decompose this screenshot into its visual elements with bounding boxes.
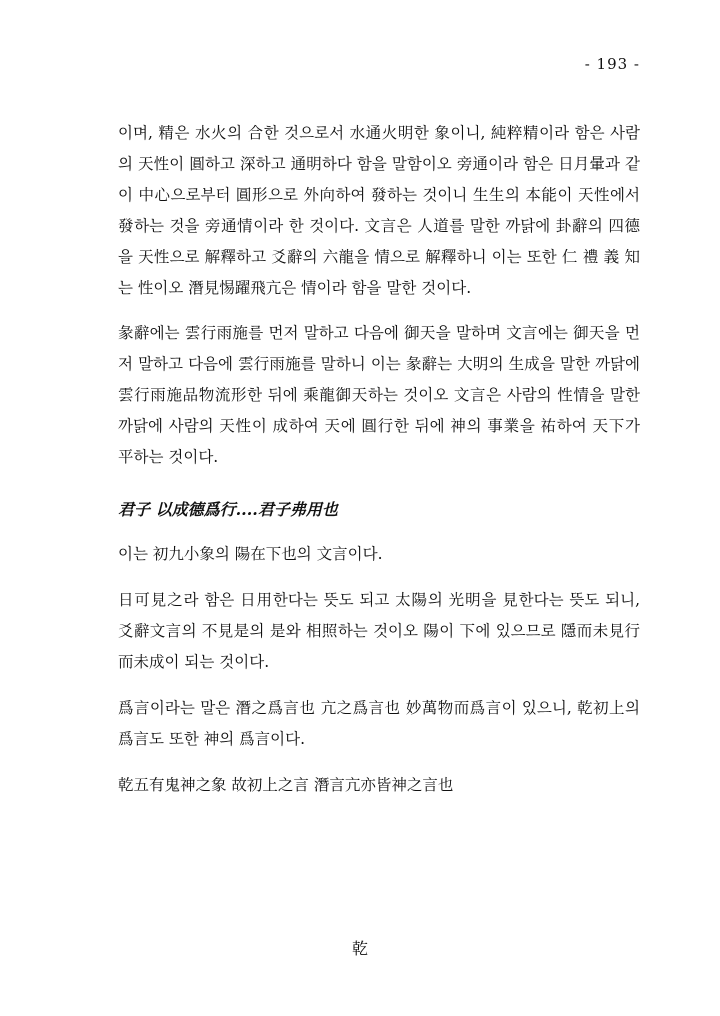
paragraph-nature-and-emotion: 이며, 精은 水火의 合한 것으로서 水通火明한 象이니, 純粹精이라 함은 사람의 天性이 圓하고 深하고 通明하다 함을 말함이오 旁通이라 함은 日月暈과 같이 中心으로부터 圓形으로 外向하여 發하는 것이니 生生의 本能이 天性에서 發하는 것을 旁通情이라 한 것이다. 文言은 人道를 말한 까닭에 卦辭의 四德을 天性으로 解釋하고 爻辭의 六龍을 情으로 解釋하니 이는 또한 仁 禮 義 知는 性이오 潛見惕躍飛亢은 情이라 함을 말한 것이다. [118,124,640,297]
lower-body-text [118,539,640,816]
paragraph-guishen: 乾五有鬼神之象 故初上之言 潛言亢亦皆神之言也 [118,776,454,794]
paragraph-tuanci-wenyan: 彖辭에는 雲行雨施를 먼저 말하고 다음에 御天을 말하며 文言에는 御天을 먼저 말하고 다음에 雲行雨施를 말하니 이는 彖辭는 大明의 生成을 말한 까닭에 雲行雨施品物流形한 뒤에 乘龍御天하는 것이오 文言은 사람의 性情을 말한 까닭에 사람의 天性이 成하여 天에 圓行한 뒤에 神의 事業을 祐하여 天下가 平하는 것이다. [118,324,640,466]
section-heading: 君子 以成德爲行....君子弗用也 [118,500,338,519]
paragraph-chujiu-xiaoxiang: 이는 初九小象의 陽在下也의 文言이다. [118,545,383,563]
page-number: - 193 - [584,55,640,73]
paragraph-riykejian: 日可見之라 함은 日用한다는 뜻도 되고 太陽의 光明을 見한다는 뜻도 되니, 爻辭文言의 不見是의 是와 相照하는 것이오 陽이 下에 있으므로 隱而未見行而未成이 되는 것이다. [118,591,640,671]
page-footer: 乾 [351,939,368,958]
upper-body-text [118,118,640,473]
paragraph-weiyan: 爲言이라는 말은 潛之爲言也 亢之爲言也 妙萬物而爲言이 있으니, 乾初上의 爲言도 또한 神의 爲言이다. [118,699,640,748]
